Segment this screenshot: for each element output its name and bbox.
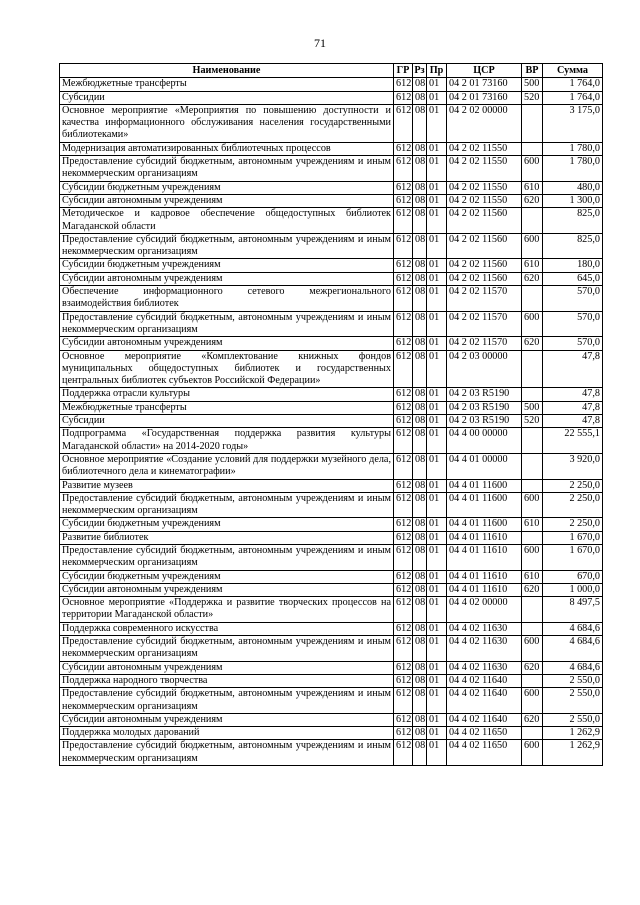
budget-table [59, 63, 603, 766]
row-rz-cell: 08 [413, 415, 427, 428]
row-pr-cell: 01 [427, 713, 447, 726]
table-row [60, 727, 603, 740]
row-sum-cell: 2 250,0 [543, 492, 603, 518]
row-rz-cell: 08 [413, 713, 427, 726]
table-row [60, 311, 603, 337]
row-csr-cell: 04 4 01 11610 [447, 531, 522, 544]
column-header-rz: Рз [414, 65, 425, 76]
row-csr-cell: 04 4 01 11610 [447, 570, 522, 583]
table-row [60, 78, 603, 91]
row-pr-cell: 01 [427, 142, 447, 155]
row-sum-cell: 2 550,0 [543, 713, 603, 726]
row-pr-cell: 01 [427, 661, 447, 674]
row-pr-cell: 01 [427, 583, 447, 596]
row-rz-cell: 08 [413, 286, 427, 312]
row-pr-cell: 01 [427, 233, 447, 259]
row-vr-cell: 600 [522, 688, 543, 714]
row-pr-cell: 01 [427, 337, 447, 350]
column-header-vr: ВР [522, 64, 543, 78]
row-csr-cell: 04 4 02 11630 [447, 622, 522, 635]
row-rz-cell: 08 [413, 337, 427, 350]
row-csr-cell: 04 4 02 11650 [447, 740, 522, 766]
row-sum-cell: 1 764,0 [543, 91, 603, 104]
row-vr-cell: 620 [522, 661, 543, 674]
column-header-name: Наименование [60, 64, 394, 78]
row-name-cell: Поддержка современного искусства [60, 622, 394, 635]
row-sum-cell: 570,0 [543, 311, 603, 337]
row-rz-cell: 08 [413, 570, 427, 583]
row-name-cell: Субсидии автономным учреждениям [60, 194, 394, 207]
row-name-cell: Субсидии [60, 415, 394, 428]
row-csr-cell: 04 4 00 00000 [447, 428, 522, 454]
row-csr-cell: 04 2 02 11550 [447, 181, 522, 194]
row-gr-cell: 612 [394, 311, 413, 337]
row-name-cell: Субсидии автономным учреждениям [60, 661, 394, 674]
row-gr-cell: 612 [394, 415, 413, 428]
row-gr-cell: 612 [394, 337, 413, 350]
row-gr-cell: 612 [394, 78, 413, 91]
table-row [60, 91, 603, 104]
row-vr-cell: 520 [522, 91, 543, 104]
table-row [60, 337, 603, 350]
row-sum-cell: 645,0 [543, 272, 603, 285]
row-pr-cell: 01 [427, 272, 447, 285]
row-rz-cell: 08 [413, 142, 427, 155]
row-pr-cell: 01 [427, 531, 447, 544]
row-name-cell: Субсидии автономным учреждениям [60, 583, 394, 596]
table-row [60, 518, 603, 531]
table-row [60, 401, 603, 414]
row-vr-cell [522, 208, 543, 234]
table-row [60, 622, 603, 635]
row-sum-cell: 2 250,0 [543, 518, 603, 531]
row-csr-cell: 04 4 02 11630 [447, 661, 522, 674]
row-name-cell: Предоставление субсидий бюджетным, автономным учреждениям и иным некоммерческим организациям [60, 544, 394, 570]
row-csr-cell: 04 4 02 11640 [447, 674, 522, 687]
row-rz-cell: 08 [413, 233, 427, 259]
row-rz-cell: 08 [413, 583, 427, 596]
row-gr-cell: 612 [394, 233, 413, 259]
row-rz-cell: 08 [413, 727, 427, 740]
row-name-cell: Субсидии бюджетным учреждениям [60, 181, 394, 194]
row-pr-cell: 01 [427, 740, 447, 766]
row-name-cell: Предоставление субсидий бюджетным, автономным учреждениям и иным некоммерческим организациям [60, 688, 394, 714]
row-rz-cell: 08 [413, 259, 427, 272]
row-vr-cell: 610 [522, 570, 543, 583]
table-row [60, 415, 603, 428]
table-row [60, 740, 603, 766]
row-name-cell: Предоставление субсидий бюджетным, автономным учреждениям и иным некоммерческим организациям [60, 311, 394, 337]
row-pr-cell: 01 [427, 622, 447, 635]
row-rz-cell: 08 [413, 104, 427, 142]
row-vr-cell: 620 [522, 272, 543, 285]
row-gr-cell: 612 [394, 492, 413, 518]
row-rz-cell: 08 [413, 597, 427, 623]
row-rz-cell: 08 [413, 428, 427, 454]
row-csr-cell: 04 2 02 11560 [447, 259, 522, 272]
table-row [60, 272, 603, 285]
row-gr-cell: 612 [394, 674, 413, 687]
row-rz-cell: 08 [413, 661, 427, 674]
row-vr-cell: 600 [522, 311, 543, 337]
row-vr-cell: 500 [522, 401, 543, 414]
row-name-cell: Субсидии [60, 91, 394, 104]
row-pr-cell: 01 [427, 208, 447, 234]
row-rz-cell: 08 [413, 518, 427, 531]
row-rz-cell: 08 [413, 208, 427, 234]
row-rz-cell: 08 [413, 622, 427, 635]
row-gr-cell: 612 [394, 156, 413, 182]
row-name-cell: Методическое и кадровое обеспечение общедоступных библиотек Магаданской области [60, 208, 394, 234]
row-pr-cell: 01 [427, 479, 447, 492]
row-csr-cell: 04 4 01 11600 [447, 518, 522, 531]
table-row [60, 713, 603, 726]
table-row [60, 570, 603, 583]
row-sum-cell: 2 550,0 [543, 674, 603, 687]
row-sum-cell: 47,8 [543, 401, 603, 414]
row-pr-cell: 01 [427, 286, 447, 312]
row-vr-cell [522, 727, 543, 740]
row-csr-cell: 04 2 02 00000 [447, 104, 522, 142]
table-row [60, 636, 603, 662]
row-name-cell: Межбюджетные трансферты [60, 401, 394, 414]
row-sum-cell: 1 780,0 [543, 156, 603, 182]
row-vr-cell [522, 350, 543, 388]
row-csr-cell: 04 2 03 R5190 [447, 401, 522, 414]
row-vr-cell [522, 674, 543, 687]
column-header-pr: Пр [427, 64, 447, 78]
row-rz-cell: 08 [413, 156, 427, 182]
row-vr-cell: 600 [522, 544, 543, 570]
table-body [60, 78, 603, 766]
row-sum-cell: 480,0 [543, 181, 603, 194]
row-gr-cell: 612 [394, 208, 413, 234]
row-pr-cell: 01 [427, 518, 447, 531]
row-vr-cell: 600 [522, 636, 543, 662]
row-name-cell: Предоставление субсидий бюджетным, автономным учреждениям и иным некоммерческим организациям [60, 233, 394, 259]
row-sum-cell: 22 555,1 [543, 428, 603, 454]
row-csr-cell: 04 4 02 11640 [447, 688, 522, 714]
row-gr-cell: 612 [394, 388, 413, 401]
row-gr-cell: 612 [394, 428, 413, 454]
row-sum-cell: 180,0 [543, 259, 603, 272]
row-csr-cell: 04 4 01 11600 [447, 479, 522, 492]
row-gr-cell: 612 [394, 661, 413, 674]
row-gr-cell: 612 [394, 401, 413, 414]
row-pr-cell: 01 [427, 570, 447, 583]
row-name-cell: Предоставление субсидий бюджетным, автономным учреждениям и иным некоммерческим организациям [60, 492, 394, 518]
row-rz-cell: 08 [413, 91, 427, 104]
row-pr-cell: 01 [427, 674, 447, 687]
row-sum-cell: 825,0 [543, 208, 603, 234]
table-row [60, 479, 603, 492]
row-gr-cell: 612 [394, 531, 413, 544]
row-gr-cell: 612 [394, 727, 413, 740]
row-pr-cell: 01 [427, 415, 447, 428]
row-gr-cell: 612 [394, 597, 413, 623]
table-row [60, 531, 603, 544]
column-header-csr: ЦСР [447, 64, 522, 78]
table-row [60, 388, 603, 401]
row-pr-cell: 01 [427, 688, 447, 714]
row-vr-cell [522, 479, 543, 492]
row-csr-cell: 04 2 03 00000 [447, 350, 522, 388]
table-row [60, 233, 603, 259]
row-gr-cell: 612 [394, 622, 413, 635]
row-rz-cell: 08 [413, 350, 427, 388]
row-pr-cell: 01 [427, 78, 447, 91]
row-csr-cell: 04 2 01 73160 [447, 78, 522, 91]
row-sum-cell: 1 262,9 [543, 740, 603, 766]
row-sum-cell: 4 684,6 [543, 661, 603, 674]
row-gr-cell: 612 [394, 194, 413, 207]
row-csr-cell: 04 2 02 11560 [447, 233, 522, 259]
row-pr-cell: 01 [427, 401, 447, 414]
row-vr-cell: 610 [522, 259, 543, 272]
row-rz-cell: 08 [413, 311, 427, 337]
table-row [60, 597, 603, 623]
page-number: 71 [314, 36, 326, 50]
table-row [60, 350, 603, 388]
table-row [60, 194, 603, 207]
table-row [60, 156, 603, 182]
row-vr-cell: 600 [522, 156, 543, 182]
table-row [60, 674, 603, 687]
row-name-cell: Субсидии бюджетным учреждениям [60, 259, 394, 272]
row-rz-cell: 08 [413, 78, 427, 91]
row-csr-cell: 04 4 02 11650 [447, 727, 522, 740]
row-csr-cell: 04 4 01 00000 [447, 453, 522, 479]
row-pr-cell: 01 [427, 194, 447, 207]
row-name-cell: Межбюджетные трансферты [60, 78, 394, 91]
row-sum-cell: 1 670,0 [543, 544, 603, 570]
row-rz-cell: 08 [413, 544, 427, 570]
row-csr-cell: 04 4 02 00000 [447, 597, 522, 623]
row-sum-cell: 4 684,6 [543, 636, 603, 662]
row-sum-cell: 47,8 [543, 388, 603, 401]
row-name-cell: Субсидии автономным учреждениям [60, 337, 394, 350]
row-csr-cell: 04 2 02 11560 [447, 272, 522, 285]
row-name-cell: Поддержка народного творчества [60, 674, 394, 687]
row-rz-cell: 08 [413, 453, 427, 479]
row-pr-cell: 01 [427, 636, 447, 662]
row-csr-cell: 04 2 02 11570 [447, 337, 522, 350]
row-sum-cell: 3 920,0 [543, 453, 603, 479]
row-pr-cell: 01 [427, 181, 447, 194]
row-gr-cell: 612 [394, 713, 413, 726]
row-sum-cell: 47,8 [543, 350, 603, 388]
table-row [60, 142, 603, 155]
row-gr-cell: 612 [394, 91, 413, 104]
row-rz-cell: 08 [413, 181, 427, 194]
row-name-cell: Развитие музеев [60, 479, 394, 492]
row-pr-cell: 01 [427, 428, 447, 454]
row-name-cell: Развитие библиотек [60, 531, 394, 544]
row-sum-cell: 2 550,0 [543, 688, 603, 714]
row-sum-cell: 1 780,0 [543, 142, 603, 155]
row-name-cell: Поддержка отрасли культуры [60, 388, 394, 401]
row-csr-cell: 04 2 02 11550 [447, 142, 522, 155]
row-rz-cell: 08 [413, 194, 427, 207]
row-vr-cell [522, 142, 543, 155]
row-pr-cell: 01 [427, 727, 447, 740]
row-sum-cell: 1 764,0 [543, 78, 603, 91]
row-name-cell: Субсидии бюджетным учреждениям [60, 570, 394, 583]
row-gr-cell: 612 [394, 259, 413, 272]
row-sum-cell: 670,0 [543, 570, 603, 583]
row-pr-cell: 01 [427, 156, 447, 182]
table-row [60, 181, 603, 194]
row-pr-cell: 01 [427, 350, 447, 388]
row-gr-cell: 612 [394, 286, 413, 312]
row-csr-cell: 04 2 02 11560 [447, 208, 522, 234]
table-row [60, 453, 603, 479]
row-rz-cell: 08 [413, 531, 427, 544]
row-pr-cell: 01 [427, 104, 447, 142]
row-gr-cell: 612 [394, 583, 413, 596]
row-name-cell: Подпрограмма «Государственная поддержка развития культуры Магаданской области» на 2014-2020 годы» [60, 428, 394, 454]
row-vr-cell: 620 [522, 337, 543, 350]
row-csr-cell: 04 4 01 11600 [447, 492, 522, 518]
row-pr-cell: 01 [427, 259, 447, 272]
row-gr-cell: 612 [394, 181, 413, 194]
row-name-cell: Основное мероприятие «Поддержка и развитие творческих процессов на территории Магаданской области» [60, 597, 394, 623]
row-vr-cell: 620 [522, 194, 543, 207]
row-name-cell: Обеспечение информационного сетевого межрегионального взаимодействия библиотек [60, 286, 394, 312]
row-name-cell: Предоставление субсидий бюджетным, автономным учреждениям и иным некоммерческим организациям [60, 740, 394, 766]
row-csr-cell: 04 2 02 11570 [447, 286, 522, 312]
row-rz-cell: 08 [413, 388, 427, 401]
row-gr-cell: 612 [394, 570, 413, 583]
row-pr-cell: 01 [427, 492, 447, 518]
row-vr-cell: 600 [522, 740, 543, 766]
row-vr-cell: 610 [522, 181, 543, 194]
row-sum-cell: 1 300,0 [543, 194, 603, 207]
row-name-cell: Модернизация автоматизированных библиотечных процессов [60, 142, 394, 155]
table-row [60, 208, 603, 234]
row-name-cell: Предоставление субсидий бюджетным, автономным учреждениям и иным некоммерческим организациям [60, 156, 394, 182]
row-sum-cell: 825,0 [543, 233, 603, 259]
row-vr-cell: 620 [522, 583, 543, 596]
row-gr-cell: 612 [394, 636, 413, 662]
row-vr-cell: 600 [522, 233, 543, 259]
row-rz-cell: 08 [413, 688, 427, 714]
table-row [60, 259, 603, 272]
row-name-cell: Предоставление субсидий бюджетным, автономным учреждениям и иным некоммерческим организациям [60, 636, 394, 662]
row-gr-cell: 612 [394, 518, 413, 531]
row-name-cell: Основное мероприятие «Создание условий для поддержки музейного дела, библиотечного дела и кинематографии» [60, 453, 394, 479]
row-rz-cell: 08 [413, 492, 427, 518]
row-vr-cell: 620 [522, 713, 543, 726]
row-gr-cell: 612 [394, 544, 413, 570]
row-csr-cell: 04 4 01 11610 [447, 583, 522, 596]
table-row [60, 688, 603, 714]
row-gr-cell: 612 [394, 142, 413, 155]
row-pr-cell: 01 [427, 311, 447, 337]
table-row [60, 286, 603, 312]
table-row [60, 583, 603, 596]
row-sum-cell: 47,8 [543, 415, 603, 428]
row-csr-cell: 04 2 03 R5190 [447, 415, 522, 428]
row-vr-cell [522, 597, 543, 623]
row-gr-cell: 612 [394, 740, 413, 766]
row-sum-cell: 2 250,0 [543, 479, 603, 492]
row-csr-cell: 04 4 02 11630 [447, 636, 522, 662]
row-csr-cell: 04 2 03 R5190 [447, 388, 522, 401]
row-gr-cell: 612 [394, 104, 413, 142]
row-sum-cell: 570,0 [543, 337, 603, 350]
row-pr-cell: 01 [427, 597, 447, 623]
row-csr-cell: 04 4 02 11640 [447, 713, 522, 726]
row-csr-cell: 04 2 01 73160 [447, 91, 522, 104]
row-rz-cell: 08 [413, 401, 427, 414]
row-pr-cell: 01 [427, 91, 447, 104]
row-name-cell: Поддержка молодых дарований [60, 727, 394, 740]
row-sum-cell: 3 175,0 [543, 104, 603, 142]
row-pr-cell: 01 [427, 388, 447, 401]
row-vr-cell [522, 622, 543, 635]
row-rz-cell: 08 [413, 479, 427, 492]
table-row [60, 661, 603, 674]
row-name-cell: Субсидии автономным учреждениям [60, 272, 394, 285]
row-vr-cell [522, 286, 543, 312]
row-vr-cell [522, 453, 543, 479]
row-pr-cell: 01 [427, 453, 447, 479]
row-rz-cell: 08 [413, 740, 427, 766]
row-csr-cell: 04 4 01 11610 [447, 544, 522, 570]
row-name-cell: Субсидии автономным учреждениям [60, 713, 394, 726]
row-rz-cell: 08 [413, 674, 427, 687]
row-vr-cell: 610 [522, 518, 543, 531]
row-sum-cell: 1 262,9 [543, 727, 603, 740]
column-header-gr: ГР [394, 64, 413, 78]
row-pr-cell: 01 [427, 544, 447, 570]
row-gr-cell: 612 [394, 479, 413, 492]
row-csr-cell: 04 2 02 11550 [447, 156, 522, 182]
row-rz-cell: 08 [413, 272, 427, 285]
row-vr-cell: 500 [522, 78, 543, 91]
row-csr-cell: 04 2 02 11550 [447, 194, 522, 207]
row-vr-cell [522, 428, 543, 454]
column-header-sum: Сумма [543, 64, 603, 78]
table-row [60, 104, 603, 142]
row-name-cell: Основное мероприятие «Комплектование книжных фондов муниципальных общедоступных библиотек и государственных центральных библиотек субъектов Российской Федерации» [60, 350, 394, 388]
row-name-cell: Субсидии бюджетным учреждениям [60, 518, 394, 531]
row-vr-cell [522, 388, 543, 401]
table-header-row [60, 64, 603, 78]
table-row [60, 544, 603, 570]
row-sum-cell: 570,0 [543, 286, 603, 312]
row-gr-cell: 612 [394, 272, 413, 285]
row-vr-cell [522, 531, 543, 544]
row-sum-cell: 4 684,6 [543, 622, 603, 635]
row-sum-cell: 1 670,0 [543, 531, 603, 544]
row-csr-cell: 04 2 02 11570 [447, 311, 522, 337]
row-sum-cell: 1 000,0 [543, 583, 603, 596]
row-sum-cell: 8 497,5 [543, 597, 603, 623]
table-row [60, 492, 603, 518]
row-gr-cell: 612 [394, 453, 413, 479]
row-rz-cell: 08 [413, 636, 427, 662]
table-row [60, 428, 603, 454]
row-name-cell: Основное мероприятие «Мероприятия по повышению доступности и качества информационного обслуживания населения государственными библиотеками» [60, 104, 394, 142]
row-vr-cell: 600 [522, 492, 543, 518]
row-vr-cell: 520 [522, 415, 543, 428]
row-vr-cell [522, 104, 543, 142]
row-gr-cell: 612 [394, 688, 413, 714]
row-gr-cell: 612 [394, 350, 413, 388]
